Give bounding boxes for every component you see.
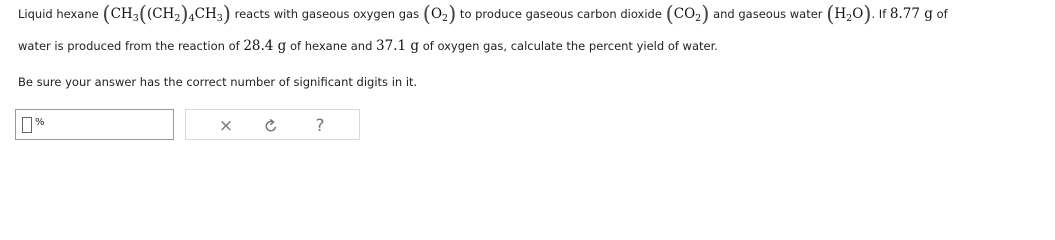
paren: )	[180, 2, 189, 26]
answer-toolbar	[185, 109, 360, 140]
formula-subscript: 2	[846, 13, 853, 24]
formula-part: H	[834, 6, 847, 22]
formula-subscript: 4	[188, 13, 195, 24]
formula-subscript: 3	[216, 13, 223, 24]
question-text: of hexane and	[286, 39, 377, 53]
paren: (	[422, 2, 431, 26]
paren: )	[863, 2, 872, 26]
formula-part: (CH	[146, 6, 175, 22]
question-text: of	[932, 7, 948, 21]
oxygen-mass: 37.1 g	[376, 38, 420, 54]
help-icon[interactable]: ?	[315, 116, 325, 136]
answer-input-box[interactable]	[15, 109, 174, 140]
question-text: water is produced from the reaction of	[18, 39, 244, 53]
answer-input-field[interactable]	[22, 117, 32, 133]
question-text: and gaseous water	[709, 7, 827, 21]
question-text: to produce gaseous carbon dioxide	[456, 7, 666, 21]
formula-part: O	[852, 6, 864, 22]
formula-subscript: 2	[174, 13, 181, 24]
water-mass: 8.77 g	[889, 6, 933, 22]
formula-subscript: 3	[132, 13, 139, 24]
hexane-mass: 28.4 g	[243, 38, 287, 54]
percent-unit: %	[35, 117, 45, 128]
formula-subscript: 2	[442, 13, 449, 24]
question-text: Liquid hexane	[18, 7, 103, 21]
undo-icon-graphic	[263, 118, 279, 134]
question-text: of oxygen gas, calculate the percent yield of water.	[419, 39, 718, 53]
co2-formula	[674, 6, 701, 22]
question-line-1	[18, 2, 948, 27]
formula-part: CO	[673, 6, 696, 22]
question-text: . If	[871, 7, 890, 21]
formula-subscript: 2	[695, 13, 702, 24]
paren: )	[222, 2, 231, 26]
paren: (	[138, 2, 147, 26]
paren: (	[102, 2, 111, 26]
paren: )	[448, 2, 457, 26]
paren: (	[826, 2, 835, 26]
undo-icon[interactable]	[260, 115, 282, 137]
question-text: reacts with gaseous oxygen gas	[230, 7, 423, 21]
water-formula	[834, 6, 863, 22]
oxygen-formula	[431, 6, 448, 22]
hexane-formula	[110, 2, 223, 26]
formula-part: O	[430, 6, 443, 22]
formula-part: CH	[110, 6, 133, 22]
formula-part: CH	[194, 6, 217, 22]
paren: (	[665, 2, 674, 26]
sig-fig-instruction: Be sure your answer has the correct number of significant digits in it.	[18, 75, 418, 89]
question-line-2	[18, 38, 718, 54]
close-icon[interactable]: ×	[218, 116, 234, 136]
paren: )	[701, 2, 710, 26]
